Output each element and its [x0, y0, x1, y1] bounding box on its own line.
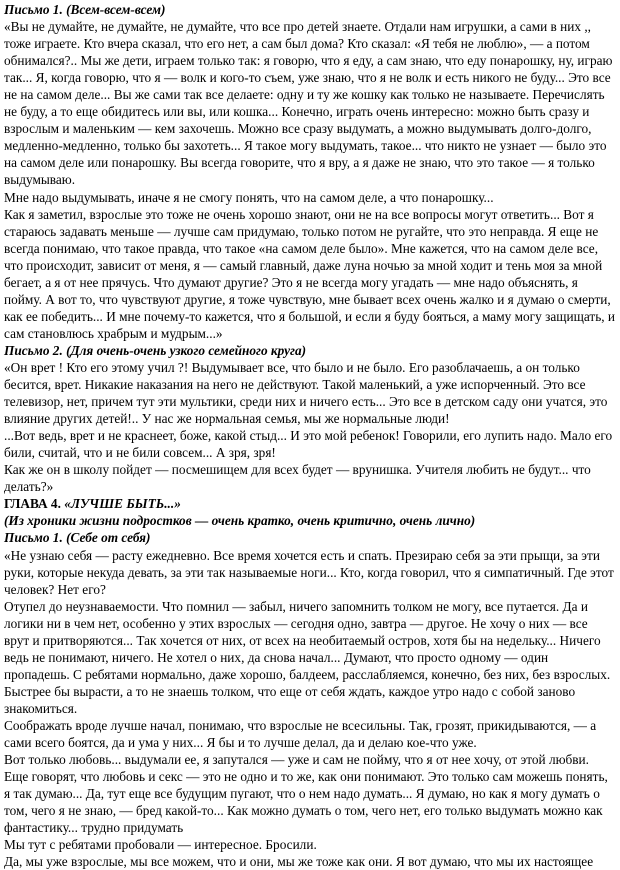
paragraph: Как я заметил, взрослые это тоже не очень хорошо знают, они не на все вопросы могут ответить... Вот я стараюсь задавать меньше — лучше сам придумаю, только потом не ругайте, что это неправда. Я еще не всегда понимаю, что такое правда, что такое «на самом деле было». Мне кажется, что на самом деле все, что происходит, зависит от меня, я — самый главный, даже луна ночью за мной ходит и тень моя за мной бегает, а я от нее прячусь. Что думают другие? Это я не всегда могу угадать — мне надо объяснять, я пойму. А вот то, что чувствуют другие, я тоже чувствую, мне бывает всех очень жалко и я думаю о смерти, как ее победить... И мне почему-то кажется, что я большой, и если я буду бояться, а маму могу защищать, и сам становлюсь храбрым и мудрым...» [4, 206, 616, 341]
chapter-subtitle: (Из хроники жизни подростков — очень кратко, очень критично, очень лично) [4, 513, 476, 529]
paragraph: Да, мы уже взрослые, мы все можем, что и они, мы же тоже как они. Я вот думаю, что мы их настоящее [4, 854, 594, 870]
paragraph: Быстрее бы вырасти, а то не знаешь толком, что еще от себя ждать, каждое утро надо с собой заново знакомиться. [4, 683, 576, 716]
chapter-label: ГЛАВА 4. [4, 496, 65, 512]
paragraph: Отупел до неузнаваемости. Что помнил — забыл, ничего запомнить толком не могу, все путается. Да и логики ни в чем нет, особенно у этих взрослых — сегодня одно, завтра — другое. Не хочу о них — все врут и притворяются... Так хочется от них, от всех на необитаемый остров, хотя бы на недельку... Ничего ведь не понимают, ничего. Не хотел о них, да снова начал... Думают, что просто одному — один пропадешь. С ребятами нормально, даже хорошо, балдеем, расслабляемся, конечно, без них, без взрослых. [4, 598, 611, 682]
paragraph: ...Вот ведь, врет и не краснеет, боже, какой стыд... И это мой ребенок! Говорили, его лупить надо. Мало его били, считай, что и не били совсем... А зря, зря! [4, 428, 613, 461]
paragraph: Как же он в школу пойдет — посмешищем для всех будет — врунишка. Учителя любить не будут... что делать?» [4, 462, 591, 495]
paragraph: Мы тут с ребятами пробовали — интересное. Бросили. [4, 837, 317, 853]
paragraph: Соображать вроде лучше начал, понимаю, что взрослые не всесильны. Так, грозят, прикидываются, — а сами всего боятся, да и ума у них... Я бы и то лучше делал, да и делаю кое-что уже. [4, 717, 597, 751]
chapter-title: «ЛУЧШЕ БЫТЬ...» [64, 496, 181, 512]
paragraph: «Вы не думайте, не думайте, не думайте, что все про детей знаете. Отдали нам игрушки, а сами в них ,, тоже играете. Кто вчера сказал, что его нет, а сам был дома? Кто сказал: «Я тебя не люблю», — а потом обнимался?.. Мы же дети, играем только так: я говорю, что я еду, а сам знаю, что еду понарошку, ну, играю так... Я, когда говорю, что я — волк и кого-то съем, уже знаю, что я не волк и есть никого не буду... Это все не на самом деле... Вы же сами так все делаете: одну и ту же кошку как только не называете. Перечислять не буду, а то еще обидитесь или вы, или кошка... Конечно, играть очень интересно: можно быть сразу и взрослым и маленьким — кем захочешь. Можно все сразу выдумать, а можно выдумывать долго-долго, медленно-медленно, только бы захотеть... Я такое могу выдумать, такое... что никто не узнает — было это на самом деле или понарошку. Вы всегда говорите, что я вру, а я даже не знаю, что это такое — я только выдумываю. [4, 19, 613, 188]
letter-heading: Письмо 1. (Себе от себя) [4, 530, 151, 546]
paragraph: «Он врет ! Кто его этому учил ?! Выдумывает все, что было и не было. Его разоблачаешь, а он только бесится, врет. Никакие наказания на него не действуют. Такой маленький, а уже испорченный. Это все телевизор, нет, причем тут эти мультики, среди них и ничего есть... Это все в детском саду они учатся, это влияние других детей!.. У нас же нормальная семья, мы же нормальные люди! [4, 359, 608, 427]
letter-heading: Письмо 1. (Всем-всем-всем) [4, 2, 166, 17]
letter-heading: Письмо 2. (Для очень-очень узкого семейного круга) [4, 342, 307, 358]
paragraph: Вот только любовь... выдумали ее, я запутался — уже и сам не пойму, что я от нее хочу, от этой любви. Еще говорят, что любовь и секс — это не одно и то же, как они понимают. Это только сам можешь понять, я так думаю... Да, тут еще все будущим пугают, что о нем надо думать... Я думаю, но как я могу думать о том, чего я не знаю, — бред какой-то... Как можно думать о том, чего нет, его только выдумать можно как фантастику... трудно придумать [4, 752, 608, 836]
paragraph: Мне надо выдумывать, иначе я не смогу понять, что на самом деле, а что понарошку... [4, 189, 494, 205]
chapter-heading [4, 495, 616, 512]
paragraph: «Не узнаю себя — расту ежедневно. Все время хочется есть и спать. Презираю себя за эти прыщи, за эти руки, которые некуда девать, за эти так называемые ноги... Кто, когда говорил, что я симпатичный. Где этот человек? Нет его? [4, 547, 614, 597]
